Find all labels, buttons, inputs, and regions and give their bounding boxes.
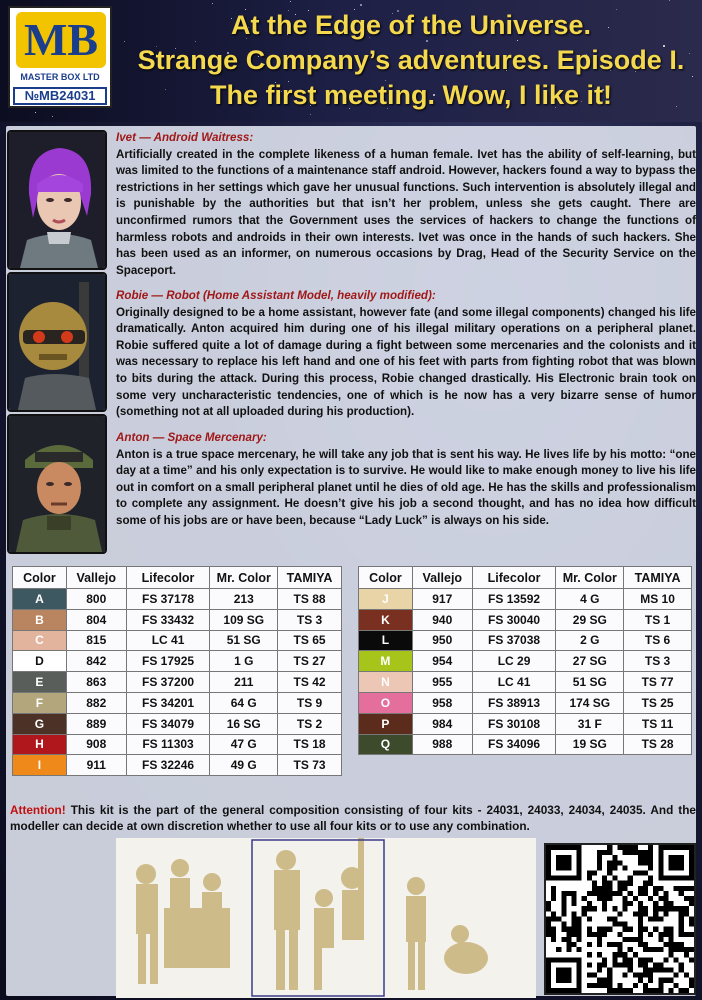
header-lifecolor: Lifecolor: [472, 567, 556, 589]
mrcolor-code: 27 SG: [556, 651, 624, 672]
lifecolor-code: FS 37200: [126, 672, 210, 693]
paint-row: [13, 672, 342, 693]
lifecolor-code: FS 30040: [472, 609, 556, 630]
mrcolor-code: 109 SG: [210, 609, 278, 630]
mrcolor-code: 2 G: [556, 630, 624, 651]
attention-note: [10, 802, 696, 834]
tamiya-code: TS 9: [278, 692, 342, 713]
vallejo-code: 863: [66, 672, 126, 693]
tamiya-code: TS 73: [278, 755, 342, 776]
color-swatch: F: [13, 692, 67, 713]
color-swatch: L: [359, 630, 413, 651]
tamiya-code: TS 1: [624, 609, 692, 630]
header-vallejo: Vallejo: [66, 567, 126, 589]
color-swatch: M: [359, 651, 413, 672]
mrcolor-code: 51 SG: [210, 630, 278, 651]
qr-code: [544, 843, 696, 995]
color-swatch: D: [13, 651, 67, 672]
logo-company: MASTER BOX LTD: [20, 72, 100, 82]
lifecolor-code: LC 41: [472, 672, 556, 693]
mrcolor-code: 1 G: [210, 651, 278, 672]
mrcolor-code: 64 G: [210, 692, 278, 713]
header-mrcolor: Mr. Color: [556, 567, 624, 589]
star: [669, 0, 670, 1]
lifecolor-code: FS 17925: [126, 651, 210, 672]
color-swatch: P: [359, 713, 413, 734]
tamiya-code: TS 28: [624, 734, 692, 755]
vallejo-code: 815: [66, 630, 126, 651]
tamiya-code: TS 65: [278, 630, 342, 651]
paint-row: [13, 630, 342, 651]
tamiya-code: TS 88: [278, 589, 342, 610]
lifecolor-code: FS 34201: [126, 692, 210, 713]
color-swatch: A: [13, 589, 67, 610]
tamiya-code: TS 11: [624, 713, 692, 734]
tamiya-code: TS 3: [278, 609, 342, 630]
lifecolor-code: LC 29: [472, 651, 556, 672]
figure-group-image: [116, 838, 536, 998]
tamiya-code: TS 2: [278, 713, 342, 734]
header-tamiya: TAMIYA: [624, 567, 692, 589]
color-swatch: N: [359, 672, 413, 693]
logo-mark: MB: [16, 12, 106, 68]
star: [124, 41, 125, 42]
vallejo-code: 954: [412, 651, 472, 672]
mrcolor-code: 19 SG: [556, 734, 624, 755]
paint-row: [359, 589, 692, 610]
vallejo-code: 889: [66, 713, 126, 734]
paint-table-header: [13, 567, 342, 589]
header-color: Color: [359, 567, 413, 589]
lifecolor-code: FS 34079: [126, 713, 210, 734]
lifecolor-code: FS 37038: [472, 630, 556, 651]
mrcolor-code: 211: [210, 672, 278, 693]
color-swatch: Q: [359, 734, 413, 755]
bio-text: Originally designed to be a home assistant, however fate (and some illegal components) changed his life dramatically. Anton acquired him during one of his illegal military operations on a peripheral planet. Robie suffered quite a lot of damage during a fight between some mercenaries and the colonists and it was necessary to replace his left hand and one of his feet with parts from fighting robot that was blown to bits during the attack. During this process, Robie changed drastically. His Electronic brain took on some very uncharacteristic tendencies, one of which is he now has a very bizarre sense of humor (something not at all uploaded during his production).: [116, 305, 696, 419]
color-swatch: B: [13, 609, 67, 630]
header-color: Color: [13, 567, 67, 589]
lifecolor-code: FS 32246: [126, 755, 210, 776]
attention-label: Attention!: [10, 803, 66, 817]
paint-row: [359, 734, 692, 755]
lifecolor-code: FS 30108: [472, 713, 556, 734]
lifecolor-code: FS 33432: [126, 609, 210, 630]
tamiya-code: TS 3: [624, 651, 692, 672]
mrcolor-code: 31 F: [556, 713, 624, 734]
header-banner: [0, 0, 702, 122]
paint-row: [359, 692, 692, 713]
paint-table-right: [358, 566, 692, 755]
vallejo-code: 842: [66, 651, 126, 672]
tamiya-code: TS 25: [624, 692, 692, 713]
mrcolor-code: 51 SG: [556, 672, 624, 693]
mrcolor-code: 213: [210, 589, 278, 610]
bio-text: Artificially created in the complete likeness of a human female. Ivet has the ability of self-learning, but was limited to the functions of a maintenance staff android. However, hackers found a way to bypass the restrictions in her settings which gave her unusual functions. Such intervention is absolutely illegal and is punishable by the authorities but that isn’t her problem, unless she gets caught. There are unconfirmed rumors that the Government uses the services of hackers to change the functions of harmless robots and androids in their own interests. Ivet was once in the hands of such hackers. She has been used as an informer, on numerous occasions by Drag, Head of the Security Service on the Spaceport.: [116, 147, 696, 277]
color-swatch: H: [13, 734, 67, 755]
lifecolor-code: FS 13592: [472, 589, 556, 610]
android-waitress-portrait: [7, 130, 107, 270]
lifecolor-code: FS 34096: [472, 734, 556, 755]
paint-table-header: [359, 567, 692, 589]
lifecolor-code: LC 41: [126, 630, 210, 651]
paint-table-left: [12, 566, 342, 776]
star: [35, 112, 36, 113]
color-swatch: I: [13, 755, 67, 776]
star: [212, 3, 213, 4]
paint-row: [13, 734, 342, 755]
lifecolor-code: FS 37178: [126, 589, 210, 610]
vallejo-code: 955: [412, 672, 472, 693]
page-title: [126, 8, 696, 113]
mrcolor-code: 4 G: [556, 589, 624, 610]
tamiya-code: TS 27: [278, 651, 342, 672]
vallejo-code: 804: [66, 609, 126, 630]
paint-row: [359, 672, 692, 693]
paint-row: [359, 609, 692, 630]
mrcolor-code: 49 G: [210, 755, 278, 776]
star: [310, 114, 311, 115]
vallejo-code: 882: [66, 692, 126, 713]
star: [290, 1, 291, 2]
paint-row: [359, 713, 692, 734]
color-swatch: E: [13, 672, 67, 693]
vallejo-code: 917: [412, 589, 472, 610]
bio-heading: Anton — Space Mercenary:: [116, 431, 267, 444]
header-tamiya: TAMIYA: [278, 567, 342, 589]
bio-heading: Robie — Robot (Home Assistant Model, heavily modified):: [116, 289, 436, 302]
tamiya-code: TS 77: [624, 672, 692, 693]
title-line-3: The first meeting. Wow, I like it!: [209, 80, 613, 110]
color-swatch: O: [359, 692, 413, 713]
paint-row: [13, 755, 342, 776]
mrcolor-code: 174 SG: [556, 692, 624, 713]
vallejo-code: 940: [412, 609, 472, 630]
header-vallejo: Vallejo: [412, 567, 472, 589]
mrcolor-code: 29 SG: [556, 609, 624, 630]
tamiya-code: TS 6: [624, 630, 692, 651]
title-line-1: At the Edge of the Universe.: [230, 10, 592, 40]
paint-row: [13, 609, 342, 630]
paint-row: [13, 692, 342, 713]
vallejo-code: 950: [412, 630, 472, 651]
color-swatch: G: [13, 713, 67, 734]
tamiya-code: MS 10: [624, 589, 692, 610]
star: [360, 4, 362, 6]
bio-anton: [116, 430, 696, 530]
header-mrcolor: Mr. Color: [210, 567, 278, 589]
paint-row: [13, 589, 342, 610]
bio-ivet: [116, 130, 696, 279]
vallejo-code: 911: [66, 755, 126, 776]
robot-portrait: [7, 272, 107, 412]
lifecolor-code: FS 11303: [126, 734, 210, 755]
tamiya-code: TS 42: [278, 672, 342, 693]
paint-row: [13, 651, 342, 672]
vallejo-code: 800: [66, 589, 126, 610]
vallejo-code: 908: [66, 734, 126, 755]
vallejo-code: 958: [412, 692, 472, 713]
title-line-2: Strange Company’s adventures. Episode I.: [137, 45, 685, 75]
color-swatch: C: [13, 630, 67, 651]
kit-number: №MB24031: [13, 87, 107, 105]
header-lifecolor: Lifecolor: [126, 567, 210, 589]
bio-text: Anton is a true space mercenary, he will take any job that is sent his way. He lives life by his motto: “one day at a time” and his only expectation is to survive. He would like to make enough money to live his life out in comfort on a small peripheral planet until he dies of old age. He has the skills and professionalism to complete any assignment. He doesn’t give his job a second thought, and has no idea how difficult some of his jobs are or have been, because “Lady Luck” is always on his side.: [116, 447, 696, 527]
vallejo-code: 988: [412, 734, 472, 755]
mrcolor-code: 47 G: [210, 734, 278, 755]
bio-robie: [116, 288, 696, 421]
paint-row: [359, 651, 692, 672]
mrcolor-code: 16 SG: [210, 713, 278, 734]
paint-row: [359, 630, 692, 651]
vallejo-code: 984: [412, 713, 472, 734]
star: [52, 116, 53, 117]
lifecolor-code: FS 38913: [472, 692, 556, 713]
bio-heading: Ivet — Android Waitress:: [116, 131, 254, 144]
tamiya-code: TS 18: [278, 734, 342, 755]
mercenary-portrait: [7, 414, 107, 554]
brand-logo: [8, 6, 112, 108]
color-swatch: K: [359, 609, 413, 630]
color-swatch: J: [359, 589, 413, 610]
attention-text: This kit is the part of the general composition consisting of four kits - 24031, 24033, 24034, 24035. And the modeller can decide at own discretion whether to use all four kits or to use any combination.: [10, 803, 696, 833]
paint-row: [13, 713, 342, 734]
